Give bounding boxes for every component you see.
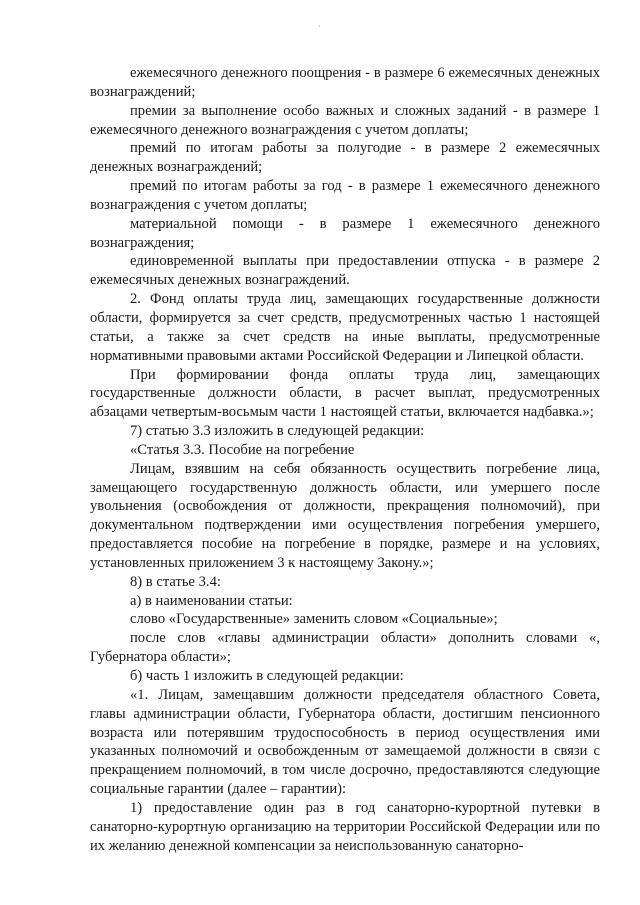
paragraph: премии за выполнение особо важных и сложных заданий - в размере 1 ежемесячного денежного вознаграждения с учетом доплаты; bbox=[90, 102, 600, 138]
paragraph: При формировании фонда оплаты труда лиц, замещающих государственные должности области, в расчет выплат, предусмотренных абзацами четвертым-восьмым части 1 настоящей статьи, включается надбавка.»; bbox=[90, 366, 600, 421]
article-heading: «Статья 3.3. Пособие на погребение bbox=[130, 441, 355, 458]
paragraph: премий по итогам работы за год - в размере 1 ежемесячного денежного вознаграждения с учетом доплаты; bbox=[90, 178, 600, 213]
paragraph: ежемесячного денежного поощрения - в размере 6 ежемесячных денежных вознаграждений; bbox=[90, 65, 600, 100]
paragraph: а) в наименовании статьи: bbox=[130, 592, 293, 609]
paragraph: 8) в статье 3.4: bbox=[130, 573, 221, 590]
paragraph: Лицам, взявшим на себя обязанность осуществить погребение лица, замещающего государственную должность области, или умершего после увольнения (освобождения от должности, прекращения полномочий), при документальном подтверждении ими осуществления погребения умершего, предоставляется пособие на погребение в порядке, размере и на условиях, установленных приложением 3 к настоящему Закону.»; bbox=[90, 460, 600, 571]
document-body bbox=[90, 64, 600, 855]
paragraph: «1. Лицам, замещавшим должности председателя областного Совета, главы администрации области, Губернатора области, достигшим пенсионного возраста или потерявшим трудоспособность в период осуществления ими указанных полномочий и освобожденным от замещаемой должности в связи с прекращением полномочий, в том числе досрочно, предоставляются следующие социальные гарантии (далее – гарантии): bbox=[90, 686, 600, 798]
paragraph: слово «Государственные» заменить словом «Социальные»; bbox=[130, 611, 498, 628]
paragraph: после слов «главы администрации области» дополнить словами «, Губернатора области»; bbox=[90, 630, 600, 666]
paragraph: материальной помощи - в размере 1 ежемесячного денежного вознаграждения; bbox=[90, 215, 600, 251]
paragraph: единовременной выплаты при предоставлении отпуска - в размере 2 ежемесячных денежных вознаграждений. bbox=[90, 253, 600, 289]
paragraph: 1) предоставление один раз в год санаторно-курортной путевки в санаторно-курортную организацию на территории Российской Федерации или по их желанию денежной компенсации за неиспользованную санаторно- bbox=[90, 799, 600, 854]
paragraph: 7) статью 3.3 изложить в следующей редакции: bbox=[130, 423, 425, 440]
paragraph: б) часть 1 изложить в следующей редакции: bbox=[130, 668, 404, 684]
page-mark: · bbox=[318, 22, 321, 31]
paragraph: 2. Фонд оплаты труда лиц, замещающих государственные должности области, формируется за счет средств, предусмотренных частью 1 настоящей статьи, а также за счет средств на иные выплаты, предусмотренные нормативными правовыми актами Российской Федерации и Липецкой области. bbox=[90, 291, 600, 364]
paragraph: премий по итогам работы за полугодие - в размере 2 ежемесячных денежных вознаграждений; bbox=[90, 140, 600, 176]
